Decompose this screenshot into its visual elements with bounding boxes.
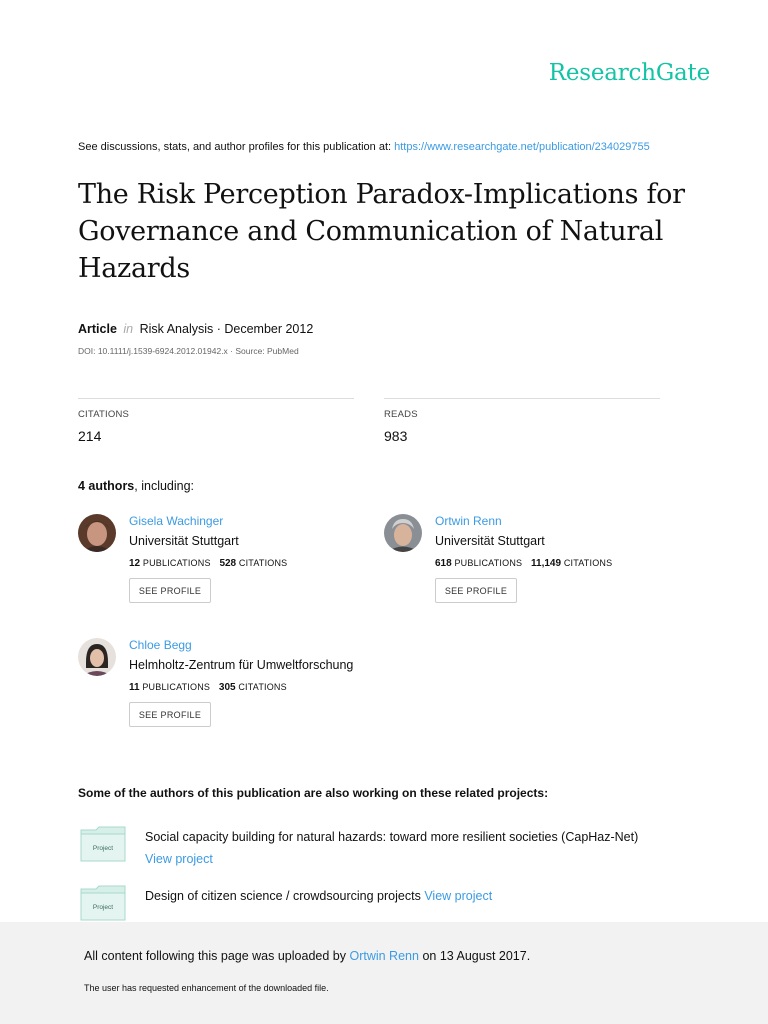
project-title: Social capacity building for natural hazards: toward more resilient societies (CapHaz-Net) — [145, 830, 639, 844]
reads-stat — [384, 398, 660, 444]
citations-label: CITATIONS — [238, 558, 288, 568]
see-discussions-text: See discussions, stats, and author profiles for this publication at: — [78, 141, 392, 153]
publications-label: PUBLICATIONS — [142, 682, 211, 692]
citations-label: CITATIONS — [563, 558, 613, 568]
see-profile-button[interactable]: SEE PROFILE — [129, 702, 211, 727]
in-label: in — [123, 322, 134, 336]
related-projects-heading: Some of the authors of this publication are also working on these related projects: — [78, 786, 549, 800]
author-stats — [435, 558, 618, 569]
svg-text:Project: Project — [92, 904, 114, 911]
authors-count: 4 authors — [78, 479, 135, 493]
author-institution: Helmholtz-Zentrum für Umweltforschung — [129, 658, 354, 672]
authors-heading — [78, 479, 194, 493]
citations-count: 305 — [218, 682, 236, 693]
see-discussions-line — [78, 141, 650, 153]
journal-date: Risk Analysis · December 2012 — [139, 322, 314, 336]
footer-panel — [0, 922, 768, 1024]
publication-url-link[interactable]: https://www.researchgate.net/publication/234029755 — [394, 141, 650, 153]
see-profile-button[interactable]: SEE PROFILE — [435, 578, 517, 603]
enhancement-note: The user has requested enhancement of the downloaded file. — [84, 983, 329, 993]
author-name-link[interactable]: Ortwin Renn — [435, 514, 502, 528]
publications-count: 618 — [435, 558, 452, 569]
author-stats — [129, 682, 293, 693]
project-folder-icon — [80, 885, 126, 921]
author-avatar[interactable] — [78, 514, 116, 552]
author-card-chloe-begg — [78, 638, 368, 748]
author-card-ortwin-renn — [384, 514, 674, 624]
svg-text:Project: Project — [92, 845, 114, 852]
related-project-item — [80, 826, 680, 866]
author-stats — [129, 558, 293, 569]
uploader-link[interactable]: Ortwin Renn — [349, 949, 419, 963]
citations-stat — [78, 398, 354, 444]
project-title: Design of citizen science / crowdsourcing projects — [145, 889, 421, 903]
reads-value: 983 — [384, 428, 408, 444]
publications-count: 11 — [129, 682, 140, 693]
researchgate-logo[interactable]: ResearchGate — [548, 60, 710, 86]
author-card-gisela-wachinger — [78, 514, 368, 624]
view-project-link[interactable]: View project — [145, 852, 213, 866]
project-folder-icon — [80, 826, 126, 862]
reads-label: READS — [384, 409, 418, 420]
publications-label: PUBLICATIONS — [142, 558, 211, 568]
citations-value: 214 — [78, 428, 102, 444]
citations-label: CITATIONS — [238, 682, 287, 692]
view-project-link[interactable]: View project — [424, 889, 493, 903]
uploaded-suffix: on 13 August 2017. — [422, 949, 531, 963]
citations-count: 528 — [219, 558, 237, 569]
citations-label: CITATIONS — [78, 409, 130, 420]
project-text — [145, 885, 665, 907]
author-name-link[interactable]: Gisela Wachinger — [129, 514, 224, 528]
article-type: Article — [78, 322, 117, 336]
publications-label: PUBLICATIONS — [454, 558, 523, 568]
author-name-link[interactable]: Chloe Begg — [129, 638, 192, 652]
article-title: The Risk Perception Paradox-Implications for Governance and Communication of Natural Hazards — [78, 179, 685, 284]
authors-including: , including: — [134, 479, 195, 493]
article-meta — [78, 322, 313, 336]
publications-count: 12 — [129, 558, 141, 569]
uploaded-prefix: All content following this page was uploaded by — [84, 949, 346, 963]
author-avatar[interactable] — [384, 514, 422, 552]
citations-count: 11,149 — [531, 558, 562, 569]
project-text — [145, 826, 665, 870]
see-profile-button[interactable]: SEE PROFILE — [129, 578, 211, 603]
author-institution: Universität Stuttgart — [129, 534, 239, 548]
author-avatar[interactable] — [78, 638, 116, 676]
uploaded-line — [84, 949, 530, 963]
related-project-item — [80, 885, 680, 925]
author-institution: Universität Stuttgart — [435, 534, 545, 548]
doi-line: DOI: 10.1111/j.1539-6924.2012.01942.x · Source: PubMed — [78, 346, 299, 356]
